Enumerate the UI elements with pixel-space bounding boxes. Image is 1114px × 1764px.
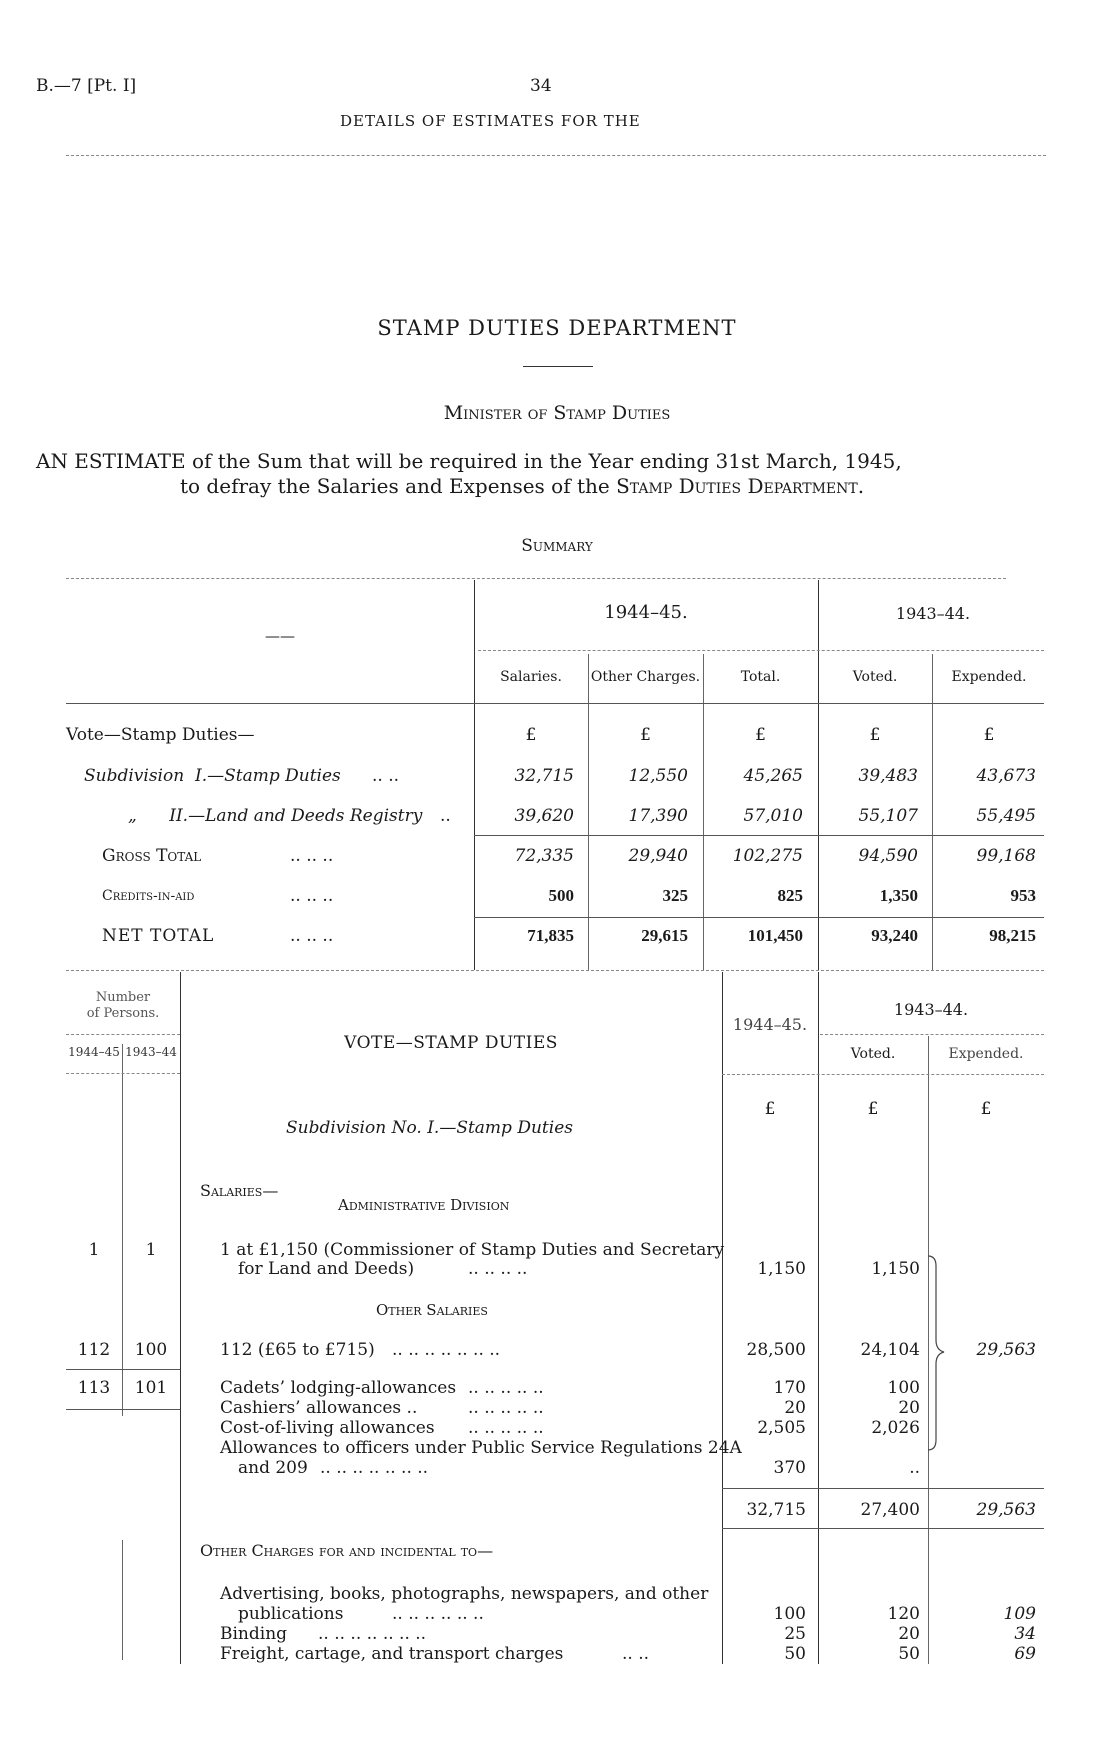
detail-year-prev: 1943–44.: [893, 1000, 969, 1019]
persons-total-1943: 101: [134, 1378, 168, 1398]
charge-voted: 50: [898, 1644, 920, 1664]
persons-total-1944: 113: [77, 1378, 111, 1398]
commissioner-voted: 1,150: [871, 1259, 920, 1279]
summary-bottom-rule: [66, 970, 1044, 971]
col-persons-1944: 1944–45: [68, 1045, 120, 1059]
summary-expended: 953: [1010, 886, 1036, 905]
charge-expended: 109: [1003, 1604, 1036, 1624]
allowance-estimate: 2,505: [757, 1418, 806, 1438]
col-other-charges: Other Charges.: [590, 669, 701, 685]
charge-expended: 69: [1014, 1644, 1036, 1664]
leader-dots: .. .. ..: [290, 886, 334, 906]
department-title: STAMP DUTIES DEPARTMENT: [377, 316, 737, 340]
col-total: Total.: [740, 669, 781, 685]
leader-dots: .. .. ..: [290, 846, 334, 866]
allowance-estimate: 170: [773, 1378, 806, 1398]
subtotal-expended: 29,563: [976, 1500, 1036, 1520]
col-expended: Expended.: [951, 669, 1027, 685]
summary-dash: ——: [265, 627, 295, 645]
persons-1943: 100: [134, 1340, 168, 1360]
currency-symbol: £: [640, 725, 651, 745]
other-charges-heading: Other Charges for and incidental to—: [200, 1541, 494, 1560]
allowance-estimate: 20: [784, 1398, 806, 1418]
leader-dots: .. ..: [622, 1644, 650, 1664]
summary-total: 45,265: [743, 766, 803, 786]
summary-other: 12,550: [628, 766, 688, 786]
leader-dots: ..: [440, 806, 451, 826]
summary-voted: 93,240: [871, 926, 918, 945]
gross-total-rule: [474, 835, 1044, 836]
other-salaries-voted: 24,104: [860, 1340, 920, 1360]
leader-dots: .. .. .. .. .. .. ..: [318, 1624, 427, 1644]
other-salaries-label: 112 (£65 to £715): [220, 1340, 375, 1360]
vote-title: VOTE—STAMP DUTIES: [344, 1033, 558, 1053]
persons-header-rule: [66, 1034, 180, 1035]
persons-col-rule: [66, 1073, 180, 1074]
allowance-label: Cadets’ lodging-allowances: [220, 1378, 457, 1398]
summary-row-label: „ II.—Land and Deeds Registry: [128, 806, 423, 826]
col-voted: Voted.: [852, 669, 898, 685]
title-rule: [523, 366, 593, 367]
detail-col-expended: Expended.: [948, 1046, 1024, 1062]
summary-voted: 55,107: [858, 806, 918, 826]
salaries-heading: Salaries—: [200, 1181, 279, 1200]
detail-col-voted: Voted.: [850, 1046, 896, 1062]
charge-voted: 120: [887, 1604, 920, 1624]
persons-1943: 1: [145, 1240, 157, 1260]
estimate-line-1: AN ESTIMATE of the Sum that will be required in the Year ending 31st March, 1945,: [36, 449, 902, 473]
summary-other: 29,940: [628, 846, 688, 866]
detail-year-rule: [820, 1034, 1044, 1035]
summary-voted: 94,590: [858, 846, 918, 866]
leader-dots: .. .. .. .. .. .. ..: [392, 1340, 501, 1360]
persons-total-bottom-rule: [66, 1409, 180, 1410]
vote-label: Vote—Stamp Duties—: [66, 725, 255, 745]
summary-total: 825: [777, 886, 803, 905]
leader-dots: .. .. .. .. ..: [468, 1378, 544, 1398]
subdivision-heading: Subdivision No. I.—Stamp Duties: [286, 1118, 573, 1138]
commissioner-line2: for Land and Deeds): [238, 1259, 415, 1279]
summary-other: 325: [662, 886, 688, 905]
summary-expended: 43,673: [976, 766, 1036, 786]
persons-total-top-rule: [66, 1369, 180, 1370]
psr-line2: and 209: [238, 1458, 308, 1478]
psr-estimate: 370: [773, 1458, 806, 1478]
charge-voted: 20: [898, 1624, 920, 1644]
allowance-label: Cashiers’ allowances ..: [220, 1398, 418, 1418]
subtotal-estimate: 32,715: [746, 1500, 806, 1520]
currency-symbol: £: [983, 725, 995, 745]
subtotal-rule: [722, 1488, 1044, 1489]
summary-voted: 39,483: [858, 766, 918, 786]
leader-dots: .. .. .. ..: [468, 1259, 528, 1279]
summary-row-label: Gross Total: [102, 846, 202, 866]
other-salaries-heading: Other Salaries: [376, 1301, 488, 1319]
col-salaries: Salaries.: [500, 669, 562, 685]
allowance-voted: 100: [887, 1378, 920, 1398]
brace-icon: [926, 1254, 950, 1454]
detail-vline-est: [722, 972, 723, 1664]
subtotal-voted: 27,400: [860, 1500, 920, 1520]
summary-top-rule: [66, 578, 1006, 579]
detail-vline-persons: [122, 1044, 123, 1416]
summary-year-prev: 1943–44.: [895, 604, 971, 623]
persons-header-line2: of Persons.: [86, 1006, 160, 1021]
summary-header-bottom-rule: [66, 703, 1044, 704]
leader-dots: .. ..: [372, 766, 400, 786]
persons-header: [66, 990, 180, 1022]
charge-expended: 34: [1014, 1624, 1036, 1644]
header-rule: [66, 155, 1046, 156]
charge-estimate: 100: [773, 1604, 806, 1624]
detail-vline-persons-lower: [122, 1540, 123, 1660]
page-number: 34: [530, 76, 552, 96]
summary-other: 17,390: [628, 806, 688, 826]
summary-expended: 55,495: [976, 806, 1036, 826]
summary-total: 102,275: [732, 846, 803, 866]
bracket-expended: 29,563: [976, 1340, 1036, 1360]
other-salaries-estimate: 28,500: [746, 1340, 806, 1360]
currency-symbol: £: [867, 1099, 879, 1119]
persons-header-line1: Number: [95, 990, 151, 1005]
summary-row-label: Credits-in-aid: [102, 888, 195, 904]
summary-row-label: Subdivision I.—Stamp Duties: [84, 766, 341, 786]
page-ref: B.—7 [Pt. I]: [36, 76, 137, 96]
allowance-voted: 2,026: [871, 1418, 920, 1438]
currency-symbol: £: [869, 725, 881, 745]
summary-salaries: 39,620: [514, 806, 574, 826]
charge-label: Binding: [220, 1624, 288, 1644]
minister-heading: Minister of Stamp Duties: [443, 402, 671, 424]
allowance-voted: 20: [898, 1398, 920, 1418]
currency-symbol: £: [980, 1099, 992, 1119]
currency-symbol: £: [525, 725, 537, 745]
summary-expended: 98,215: [989, 926, 1036, 945]
psr-line1: Allowances to officers under Public Service Regulations 24A: [220, 1438, 742, 1458]
detail-vline-voted: [818, 972, 819, 1664]
summary-salaries: 72,335: [514, 846, 574, 866]
summary-row-label: NET TOTAL: [102, 926, 215, 946]
persons-1944: 1: [88, 1240, 100, 1260]
estimate-line-2-text: to defray the Salaries and Expenses of the: [180, 474, 617, 498]
admin-division-heading: Administrative Division: [338, 1196, 510, 1214]
summary-expended: 99,168: [976, 846, 1036, 866]
leader-dots: .. .. ..: [290, 926, 334, 946]
commissioner-estimate: 1,150: [757, 1259, 806, 1279]
summary-salaries: 500: [548, 886, 574, 905]
charge-estimate: 25: [784, 1624, 806, 1644]
allowance-label: Cost-of-living allowances: [220, 1418, 435, 1438]
currency-symbol: £: [755, 725, 766, 745]
estimate-line-2-dept: Stamp Duties Department.: [616, 474, 865, 498]
summary-other: 29,615: [641, 926, 688, 945]
summary-total: 57,010: [743, 806, 803, 826]
charge-estimate: 50: [784, 1644, 806, 1664]
summary-sub-rule: [478, 650, 1044, 651]
detail-vline-desc: [180, 972, 181, 1664]
summary-year-current: 1944–45.: [604, 602, 688, 623]
summary-title: Summary: [521, 536, 593, 556]
persons-1944: 112: [77, 1340, 111, 1360]
psr-voted: ..: [909, 1458, 920, 1478]
summary-salaries: 71,835: [527, 926, 574, 945]
subtotal-bottom-rule: [722, 1528, 1044, 1529]
summary-total: 101,450: [747, 926, 803, 945]
net-total-rule: [474, 917, 1044, 918]
summary-salaries: 32,715: [514, 766, 574, 786]
col-persons-1943: 1943–44: [125, 1045, 177, 1059]
summary-voted: 1,350: [879, 886, 918, 905]
charge-label: publications: [238, 1604, 344, 1624]
charge-label-line1: Advertising, books, photographs, newspapers, and other: [220, 1584, 709, 1604]
running-title: DETAILS OF ESTIMATES FOR THE: [340, 112, 641, 130]
currency-symbol: £: [764, 1099, 776, 1119]
leader-dots: .. .. .. .. ..: [468, 1418, 544, 1438]
detail-header-rule: [722, 1074, 1044, 1075]
charge-label: Freight, cartage, and transport charges: [220, 1644, 564, 1664]
detail-year-current: 1944–45.: [732, 1015, 808, 1034]
leader-dots: .. .. .. .. ..: [468, 1398, 544, 1418]
commissioner-line1: 1 at £1,150 (Commissioner of Stamp Duties and Secretary: [220, 1240, 725, 1260]
leader-dots: .. .. .. .. .. .. ..: [320, 1458, 429, 1478]
leader-dots: .. .. .. .. .. ..: [392, 1604, 484, 1624]
estimate-line-2: [180, 474, 864, 498]
